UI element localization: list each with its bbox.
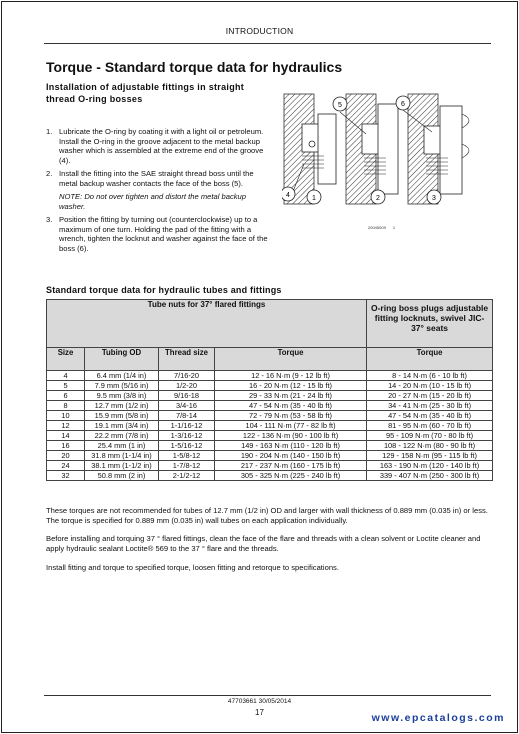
- table-cell: 305 - 325 N·m (225 - 240 lb ft): [215, 471, 367, 481]
- table-cell: 8 - 14 N·m (6 - 10 lb ft): [367, 371, 493, 381]
- table-cell: 34 - 41 N·m (25 - 30 lb ft): [367, 401, 493, 411]
- table-cell: 6: [47, 391, 85, 401]
- table-cell: 149 - 163 N·m (110 - 120 lb ft): [215, 441, 367, 451]
- group-header-oring-boss: O-ring boss plugs adjustable fitting locknuts, swivel JIC- 37° seats: [367, 300, 493, 348]
- step-3: [46, 215, 272, 253]
- column-header-tubing-od: Tubing OD: [85, 348, 159, 371]
- table-row: [47, 461, 493, 471]
- step-text: Lubricate the O-ring by coating it with a light oil or petroleum. Install the O-ring in the groove adjacent to the metal backup washer which is assembled at the extreme end of the groove (4).: [59, 127, 264, 165]
- table-row: [47, 421, 493, 431]
- table-cell: 20: [47, 451, 85, 461]
- group-header-tube-nuts: Tube nuts for 37° flared fittings: [47, 300, 367, 348]
- table-cell: 122 - 136 N·m (90 - 100 lb ft): [215, 431, 367, 441]
- table-cell: 1-3/16-12: [159, 431, 215, 441]
- table-cell: 38.1 mm (1-1/2 in): [85, 461, 159, 471]
- table-cell: 9.5 mm (3/8 in): [85, 391, 159, 401]
- callout-1: [307, 190, 321, 204]
- fitting-illustration: [282, 84, 490, 234]
- table-cell: 339 - 407 N·m (250 - 300 lb ft): [367, 471, 493, 481]
- table-cell: 14 - 20 N·m (10 - 15 lb ft): [367, 381, 493, 391]
- footer-rule: [44, 695, 491, 696]
- table-cell: 32: [47, 471, 85, 481]
- torque-table: [46, 299, 493, 481]
- note-paragraph-2: Before installing and torquing 37 ° flared fittings, clean the face of the flare and threads with a clean solvent or Loctite cleaner and apply hydraulic sealant Loctite® 569 to the 37 ° flare and the threads.: [46, 534, 481, 553]
- table-cell: 29 - 33 N·m (21 - 24 lb ft): [215, 391, 367, 401]
- callout-2: [371, 190, 385, 204]
- table-cell: 50.8 mm (2 in): [85, 471, 159, 481]
- page-title: Torque - Standard torque data for hydraulics: [46, 59, 343, 75]
- table-cell: 1-5/8-12: [159, 451, 215, 461]
- svg-text:3: 3: [432, 195, 436, 202]
- table-row: [47, 371, 493, 381]
- table-row: [47, 381, 493, 391]
- table-cell: 16 - 20 N·m (12 - 15 lb ft): [215, 381, 367, 391]
- table-column-header-row: [47, 348, 493, 371]
- table-cell: 104 - 111 N·m (77 - 82 lb ft): [215, 421, 367, 431]
- step-1: [46, 127, 272, 165]
- step-text: Position the fitting by turning out (counterclockwise) up to a maximum of one turn. Holding the pad of the fitting with a wrench, tighten the locknut and washer against the face of the boss (6).: [59, 215, 268, 253]
- table-cell: 1/2-20: [159, 381, 215, 391]
- table-group-header-row: [47, 300, 493, 348]
- table-cell: 20 - 27 N·m (15 - 20 lb ft): [367, 391, 493, 401]
- section-header: INTRODUCTION: [225, 26, 294, 36]
- table-row: [47, 451, 493, 461]
- table-cell: 8: [47, 401, 85, 411]
- step-number: 2.: [46, 169, 53, 178]
- step-text: Install the fitting into the SAE straight thread boss until the metal backup washer contacts the face of the boss (5).: [59, 169, 254, 188]
- table-cell: 10: [47, 411, 85, 421]
- table-cell: 22.2 mm (7/8 in): [85, 431, 159, 441]
- table-heading: Standard torque data for hydraulic tubes and fittings: [46, 285, 282, 295]
- table-cell: 9/16-18: [159, 391, 215, 401]
- step-2: [46, 169, 272, 211]
- svg-text:5: 5: [338, 102, 342, 109]
- footer-doc-number: 47703661 30/05/2014: [227, 698, 292, 705]
- table-cell: 129 - 158 N·m (95 - 115 lb ft): [367, 451, 493, 461]
- callout-4: [282, 187, 295, 201]
- svg-text:2: 2: [376, 195, 380, 202]
- svg-text:6: 6: [401, 101, 405, 108]
- figure-caption: [368, 225, 395, 230]
- table-cell: 163 - 190 N·m (120 - 140 lb ft): [367, 461, 493, 471]
- section-subheading: Installation of adjustable fittings in straight thread O-ring bosses: [46, 82, 245, 104]
- table-cell: 7/16-20: [159, 371, 215, 381]
- step-number: 3.: [46, 215, 53, 224]
- callout-5: [333, 97, 347, 111]
- table-cell: 4: [47, 371, 85, 381]
- table-cell: 190 - 204 N·m (140 - 150 lb ft): [215, 451, 367, 461]
- table-cell: 19.1 mm (3/4 in): [85, 421, 159, 431]
- note-paragraph-1: These torques are not recommended for tubes of 12.7 mm (1/2 in) OD and larger with wall thickness of 0.889 mm (0.035 in) or less. The torque is specified for 0.889 mm (0.035 in) wall tubes on each application individually.: [46, 506, 488, 525]
- table-cell: 7.9 mm (5/16 in): [85, 381, 159, 391]
- column-header-torque-oring: Torque: [367, 348, 493, 371]
- note-paragraph-3: Install fitting and torque to specified torque, loosen fitting and retorque to specifications.: [46, 563, 339, 572]
- table-body: [47, 371, 493, 481]
- table-cell: 12: [47, 421, 85, 431]
- table-cell: 47 - 54 N·m (35 - 40 lb ft): [215, 401, 367, 411]
- table-cell: 25.4 mm (1 in): [85, 441, 159, 451]
- table-cell: 72 - 79 N·m (53 - 58 lb ft): [215, 411, 367, 421]
- table-row: [47, 401, 493, 411]
- table-row: [47, 391, 493, 401]
- figure-caption-number: 1: [392, 225, 396, 230]
- table-cell: 12 - 16 N·m (9 - 12 lb ft): [215, 371, 367, 381]
- table-cell: 16: [47, 441, 85, 451]
- column-header-size: Size: [47, 348, 85, 371]
- column-header-thread-size: Thread size: [159, 348, 215, 371]
- table-row: [47, 471, 493, 481]
- table-cell: 81 - 95 N·m (60 - 70 lb ft): [367, 421, 493, 431]
- table-cell: 5: [47, 381, 85, 391]
- table-cell: 47 - 54 N·m (35 - 40 lb ft): [367, 411, 493, 421]
- table-row: [47, 441, 493, 451]
- table-cell: 12.7 mm (1/2 in): [85, 401, 159, 411]
- callout-3: [427, 190, 441, 204]
- table-cell: 6.4 mm (1/4 in): [85, 371, 159, 381]
- step-number: 1.: [46, 127, 53, 136]
- table-cell: 1-5/16-12: [159, 441, 215, 451]
- callout-6: [396, 96, 410, 110]
- table-cell: 3/4-16: [159, 401, 215, 411]
- page-number: 17: [255, 708, 264, 717]
- table-cell: 108 - 122 N·m (80 - 90 lb ft): [367, 441, 493, 451]
- step-note: NOTE: Do not over tighten and distort the metal backup washer.: [59, 192, 246, 211]
- table-cell: 14: [47, 431, 85, 441]
- table-cell: 15.9 mm (5/8 in): [85, 411, 159, 421]
- table-row: [47, 411, 493, 421]
- table-cell: 1-1/16-12: [159, 421, 215, 431]
- table-cell: 217 - 237 N·m (160 - 175 lb ft): [215, 461, 367, 471]
- header-rule: [44, 43, 491, 44]
- watermark-link[interactable]: www.epcatalogs.com: [371, 712, 505, 724]
- table-cell: 31.8 mm (1-1/4 in): [85, 451, 159, 461]
- table-cell: 2-1/2-12: [159, 471, 215, 481]
- installation-steps: [46, 127, 272, 257]
- table-cell: 95 - 109 N·m (70 - 80 lb ft): [367, 431, 493, 441]
- table-row: [47, 431, 493, 441]
- table-cell: 1-7/8-12: [159, 461, 215, 471]
- table-cell: 7/8-14: [159, 411, 215, 421]
- svg-text:4: 4: [286, 192, 290, 199]
- table-cell: 24: [47, 461, 85, 471]
- step-body: [59, 169, 272, 211]
- figure-caption-id: 20045009: [368, 225, 386, 230]
- svg-text:1: 1: [312, 195, 316, 202]
- column-header-torque-tube: Torque: [215, 348, 367, 371]
